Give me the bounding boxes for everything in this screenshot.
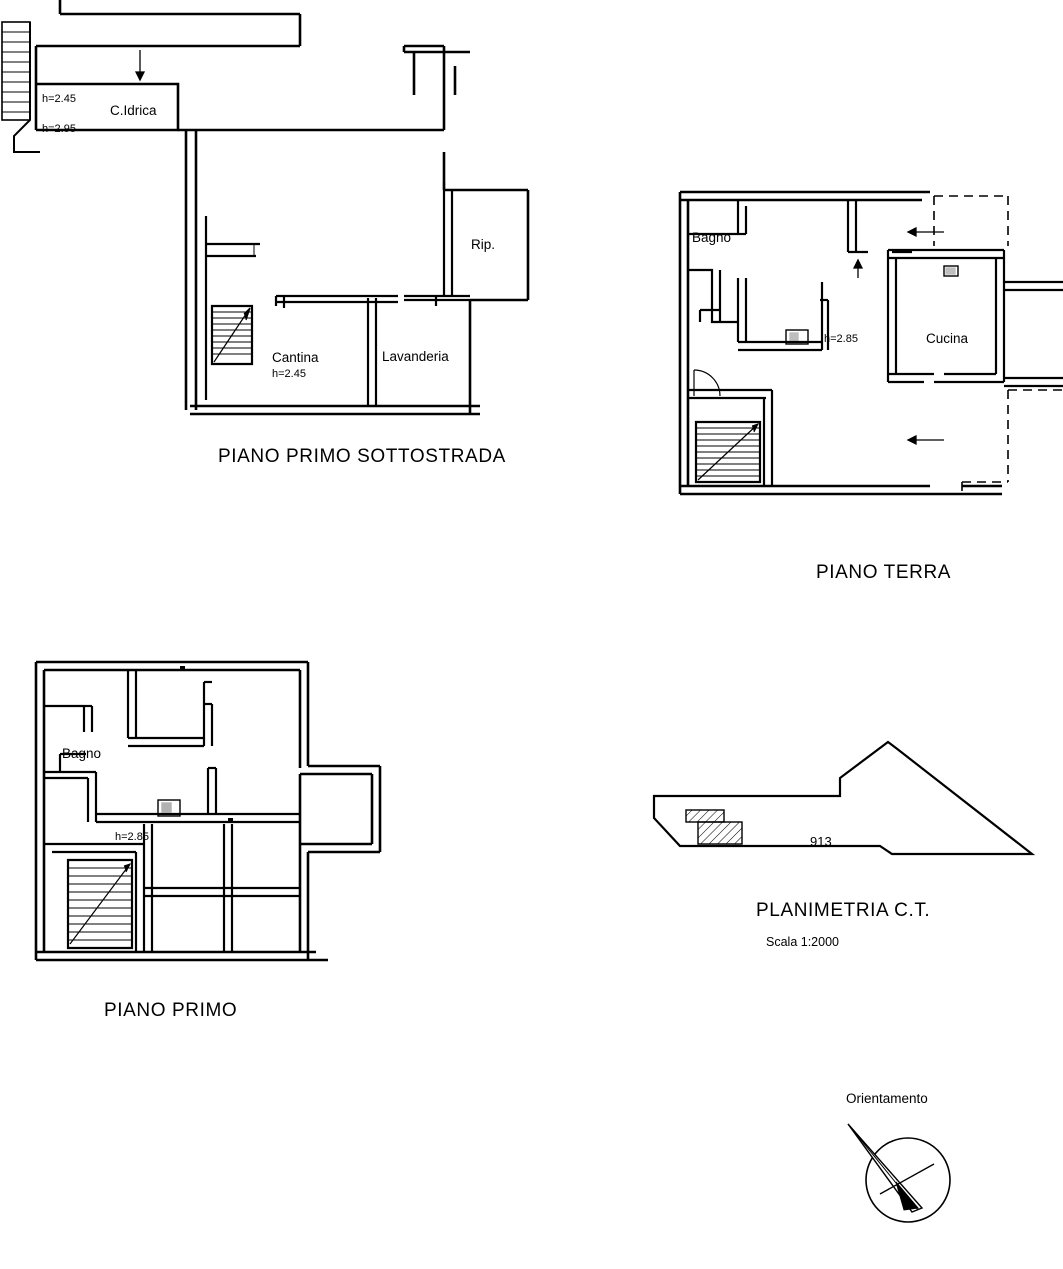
plan-title-piano-primo: PIANO PRIMO bbox=[104, 1000, 238, 1021]
plan-piano-primo-drawing bbox=[28, 648, 408, 978]
room-label-cantina: Cantina bbox=[272, 350, 319, 365]
plan-piano-primo-sottostrada bbox=[0, 0, 560, 470]
room-label-cucina: Cucina bbox=[926, 331, 969, 346]
planimetria-ct-drawing bbox=[640, 726, 1050, 886]
orientation-compass bbox=[830, 1112, 980, 1242]
room-label-lavanderia: Lavanderia bbox=[382, 349, 449, 364]
height-label-piano-terra: h=2.85 bbox=[824, 333, 858, 345]
plan-title-piano-terra: PIANO TERRA bbox=[816, 562, 952, 583]
plan-piano-primo-sottostrada-drawing bbox=[0, 0, 560, 470]
compass-rose bbox=[830, 1112, 980, 1242]
plan-title-piano-primo-sottostrada: PIANO PRIMO SOTTOSTRADA bbox=[218, 446, 506, 467]
plan-title-planimetria-ct: PLANIMETRIA C.T. bbox=[756, 900, 931, 921]
room-label-bagno-piano-primo: Bagno bbox=[62, 746, 102, 761]
parcel-number: 913 bbox=[810, 834, 832, 849]
height-label-cidrica-lower: h=2.95 bbox=[42, 123, 76, 135]
scale-note: Scala 1:2000 bbox=[766, 935, 839, 949]
plan-piano-terra bbox=[672, 182, 1063, 512]
orientation-label: Orientamento bbox=[846, 1091, 928, 1106]
room-label-cidrica: C.Idrica bbox=[110, 103, 157, 118]
height-label-piano-primo: h=2.85 bbox=[115, 831, 149, 843]
plan-planimetria-ct bbox=[640, 726, 1050, 886]
height-label-cantina: h=2.45 bbox=[272, 368, 306, 380]
room-label-bagno-piano-terra: Bagno bbox=[692, 230, 732, 245]
room-label-rip: Rip. bbox=[471, 237, 496, 252]
plan-piano-primo bbox=[28, 648, 408, 978]
height-label-cidrica-upper: h=2.45 bbox=[42, 93, 76, 105]
